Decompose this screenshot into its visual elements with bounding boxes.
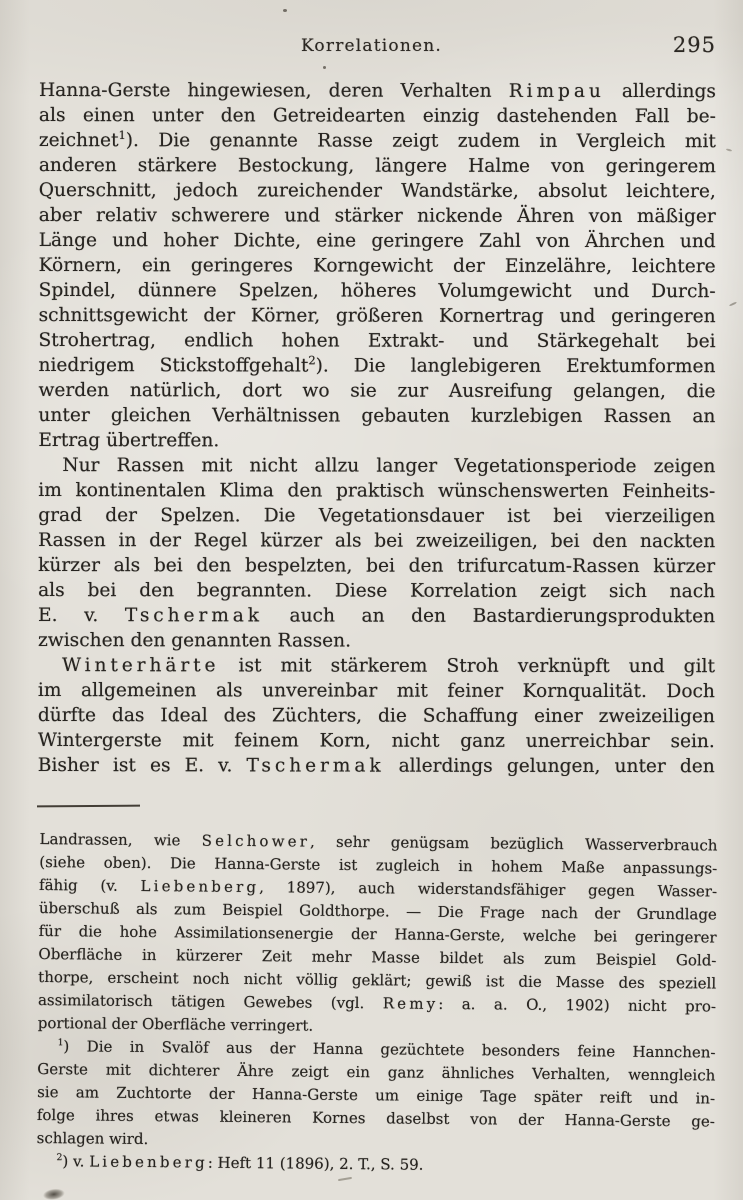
body-text-line: E. v. Tschermak auch an den Bastardierungsprodukten — [38, 604, 716, 628]
page-number: 295 — [672, 33, 716, 57]
footnote-text-line: Oberfläche in kürzerer Zeit mehr Masse bildet als zum Beispiel Gold- — [38, 945, 717, 970]
body-text-line: als bei den begrannten. Diese Korrelation zeigt sich nach — [38, 579, 716, 603]
footnote-text-line: schlagen wird. — [36, 1128, 149, 1149]
body-text-line: Körnern, ein geringeres Korngewicht der Einzelähre, leichtere — [38, 254, 716, 278]
paper-speck — [726, 148, 732, 151]
main-text-block — [38, 78, 716, 779]
footnote-text-line: folge ihres etwas kleineren Kornes daselbst von der Hanna-Gerste ge- — [36, 1105, 715, 1131]
footnote-text-line: portional der Oberfläche verringert. — [37, 1013, 314, 1035]
ink-smudge — [32, 1180, 80, 1200]
paper-speck — [323, 66, 326, 69]
body-text-line: werden natürlich, dort wo sie zur Ausreifung gelangen, die — [38, 379, 716, 403]
footnote-text-line: Gerste mit dichterer Ähre zeigt ein ganz ähnliches Verhalten, wenngleich — [37, 1059, 716, 1085]
body-text-line: Winterhärte ist mit stärkerem Stroh verknüpft und gilt — [61, 655, 715, 678]
body-text-line: im kontinentalen Klima den praktisch wünschenswerten Feinheits- — [38, 479, 716, 503]
body-text-line: anderen stärkere Bestockung, längere Halme von geringerem — [38, 154, 716, 178]
body-text-line: Querschnitt, jedoch zureichender Wandstärke, absolut leichtere, — [38, 179, 716, 203]
paper-speck — [283, 9, 287, 12]
body-text-line: niedrigem Stickstoffgehalt$^2$). Die langlebigeren Erektumformen — [38, 353, 716, 378]
body-text-line: als einen unter den Getreidearten einzig dastehenden Fall be- — [38, 104, 716, 128]
body-text-line: Nur Rassen mit nicht allzu langer Vegetationsperiode zeigen — [62, 455, 716, 478]
body-text-line: kürzer als bei den bespelzten, bei den trifurcatum-Rassen kürzer — [38, 554, 716, 578]
footnote-text-line: $^1$) Die in Svalöf aus der Hanna gezüchtete besonders feine Hannchen- — [57, 1037, 716, 1062]
footnote-text-line: $^2$) v. Liebenberg: Heft 11 (1896), 2. T., S. 59. — [56, 1152, 424, 1174]
body-text-line: Ertrag übertreffen. — [38, 429, 220, 452]
footnote-text-line: thorpe, erscheint noch nicht völlig geklärt; gewiß ist die Masse des speziell — [38, 968, 717, 993]
body-text-line: Strohertrag, endlich hohen Extrakt- und Stärkegehalt bei — [38, 329, 716, 353]
page-header-title: Korrelationen. — [300, 36, 443, 56]
paper-speck — [338, 1177, 352, 1181]
body-text-line: Wintergerste mit feinem Korn, nicht ganz unerreichbar sein. — [37, 729, 715, 753]
body-text-line: Spindel, dünnere Spelzen, höheres Volumgewicht und Durch- — [38, 279, 716, 303]
running-head — [0, 33, 743, 62]
body-text-line: schnittsgewicht der Körner, größeren Kornertrag und geringeren — [38, 304, 716, 328]
footnote-text-line: sie am Zuchtorte der Hanna-Gerste um einige Tage später reift und in- — [37, 1082, 716, 1108]
footnote-text-line: überschuß als zum Beispiel Goldthorpe. — Die Frage nach der Grundlage — [38, 899, 717, 924]
footnote-text-line: (siehe oben). Die Hanna-Gerste ist zugleich in hohem Maße anpassungs- — [39, 853, 718, 878]
body-text-line: Länge und hoher Dichte, eine geringere Zahl von Ährchen und — [38, 229, 716, 253]
footnote-text-line: Landrassen, wie Selchower, sehr genügsam bezüglich Wasserverbrauch — [39, 830, 718, 855]
paper-speck — [729, 301, 737, 306]
footnotes-block — [36, 828, 717, 1179]
body-text-line: unter gleichen Verhältnissen gebauten kurzlebigen Rassen an — [38, 404, 716, 428]
body-text-line: Bisher ist es E. v. Tschermak allerdings gelungen, unter den — [37, 754, 715, 778]
footnote-text-line: assimilatorisch tätigen Gewebes (vgl. Remy: a. a. O., 1902) nicht pro- — [37, 991, 717, 1016]
body-text-line: zwischen den genannten Rassen. — [37, 629, 352, 652]
body-text-line: dürfte das Ideal des Züchters, die Schaffung einer zweizeiligen — [37, 704, 715, 728]
body-text-line: Rassen in der Regel kürzer als bei zweizeiligen, bei den nackten — [38, 529, 716, 553]
body-text-line: grad der Spelzen. Die Vegetationsdauer ist bei vierzeiligen — [38, 504, 716, 528]
footnote-text-line: fähig (v. Liebenberg, 1897), auch widerstandsfähiger gegen Wasser- — [39, 876, 718, 901]
body-text-line: aber relativ schwerere und stärker nickende Ähren von mäßiger — [38, 204, 716, 228]
body-text-line: zeichnet$^1$). Die genannte Rasse zeigt zudem in Vergleich mit — [38, 127, 716, 153]
body-text-line: Hanna-Gerste hingewiesen, deren Verhalten Rimpau allerdings — [38, 80, 716, 103]
footnote-separator-rule — [37, 805, 140, 808]
footnote-text-line: für die hohe Assimilationsenergie der Hanna-Gerste, welche bei geringerer — [38, 922, 717, 947]
body-text-line: im allgemeinen als unvereinbar mit feiner Kornqualität. Doch — [37, 679, 715, 703]
